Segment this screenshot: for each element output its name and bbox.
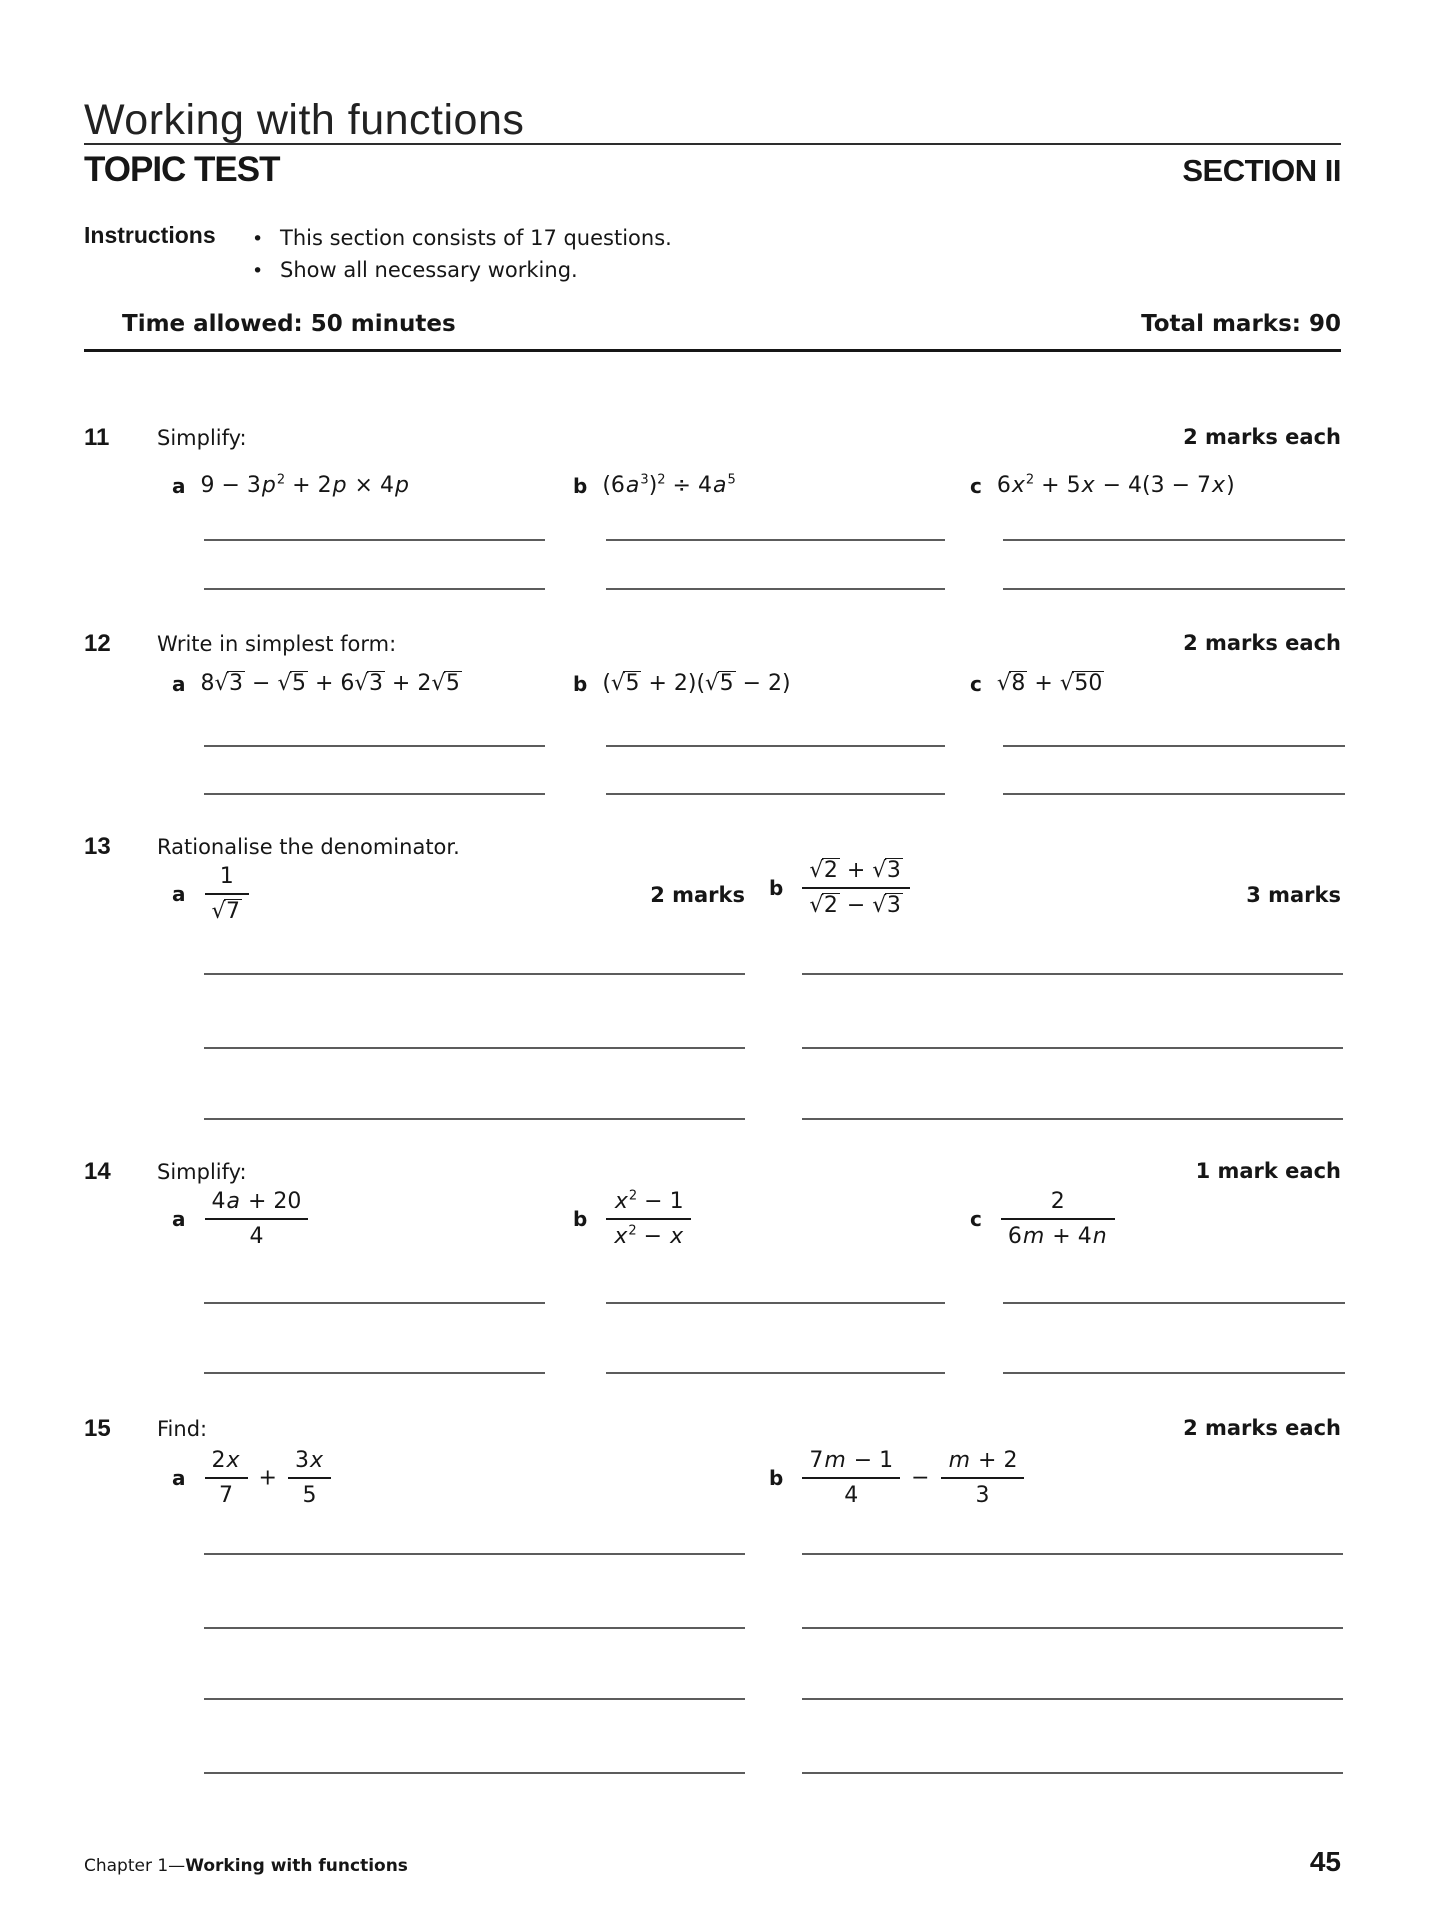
answer-line <box>606 745 945 747</box>
answer-line <box>1003 1372 1345 1374</box>
answer-line <box>802 1118 1343 1120</box>
instruction-item <box>252 255 672 287</box>
header-rule <box>84 349 1341 352</box>
page-number: 45 <box>1309 1846 1341 1877</box>
answer-line <box>1003 745 1345 747</box>
answer-line <box>204 539 545 541</box>
sqrt-radical: √ 2 <box>809 893 840 918</box>
answer-lines <box>84 424 1341 630</box>
part-expression: ( √ 5 + 2)( √ 5 − 2) <box>602 670 790 698</box>
total-marks: Total marks: 90 <box>1141 311 1341 337</box>
part-a: a $\frac{4a + 20}{4}$ <box>172 1188 312 1251</box>
answer-line <box>204 793 545 795</box>
question-prompt: Simplify: <box>157 426 247 450</box>
sqrt-radical: √ 2 <box>809 858 840 883</box>
fraction: $\frac{4a + 20}{4}$ <box>205 1188 309 1251</box>
answer-line <box>204 1047 745 1049</box>
footer-chapter-ref <box>84 1856 408 1876</box>
footer-chapter-title: Working with functions <box>185 1856 408 1876</box>
sqrt-radical: √ 50 <box>1060 671 1105 696</box>
footer-chapter-prefix: Chapter 1— <box>84 1856 186 1876</box>
answer-line <box>606 1372 945 1374</box>
question-marks: 2 marks each <box>1183 425 1341 449</box>
answer-line <box>204 1302 545 1304</box>
question-12 <box>84 630 1341 833</box>
part-c: c √ 8 + √ 50 <box>970 670 1104 698</box>
answer-lines <box>84 1158 1341 1415</box>
sqrt-radical: √ 5 <box>431 671 462 696</box>
answer-line <box>802 1627 1343 1629</box>
answer-line <box>1003 588 1345 590</box>
answer-line <box>204 1772 745 1774</box>
part-b: b √ 2 + √ 3 √ 2 − √ 3 <box>769 857 914 920</box>
answer-lines <box>84 833 1341 1158</box>
answer-line <box>204 973 745 975</box>
time-allowed: Time allowed: 50 minutes <box>122 311 456 337</box>
answer-line <box>606 539 945 541</box>
answer-line <box>204 1627 745 1629</box>
part-marks: 3 marks <box>1246 883 1341 907</box>
question-number: 14 <box>84 1158 111 1185</box>
question-marks: 2 marks each <box>1183 1416 1341 1440</box>
question-13 <box>84 833 1341 1158</box>
sqrt-radical: √ 3 <box>354 671 385 696</box>
answer-line <box>606 793 945 795</box>
instruction-text: Show all necessary working. <box>280 258 578 282</box>
instruction-text: This section consists of 17 questions. <box>280 226 672 250</box>
sqrt-radical: √ 5 <box>277 671 308 696</box>
answer-lines <box>84 630 1341 833</box>
question-marks: 1 mark each <box>1195 1159 1341 1183</box>
sqrt-radical: √ 8 <box>997 671 1028 696</box>
question-prompt: Write in simplest form: <box>157 632 397 656</box>
question-15 <box>84 1415 1341 1848</box>
part-expression: $(6a^3)^2 \div 4a^5$ <box>602 472 736 498</box>
question-marks: 2 marks each <box>1183 631 1341 655</box>
part-c: c $6x^2 + 5x - 4(3 - 7x)$ <box>970 472 1235 498</box>
part-expression: 8 √ 3 − √ 5 + 6 √ 3 + 2 √ 5 <box>201 670 462 698</box>
fraction: $\frac{7m - 1}{4}$ <box>802 1447 900 1510</box>
page-title: Working with functions <box>84 96 525 144</box>
answer-line <box>1003 793 1345 795</box>
bullet-icon: • <box>252 228 264 250</box>
fraction: √ 2 + √ 3 √ 2 − √ 3 <box>802 857 909 920</box>
fraction: $\frac{2x}{7}$ <box>205 1447 248 1510</box>
fraction: $\frac{m + 2}{3}$ <box>941 1447 1025 1510</box>
answer-line <box>204 1553 745 1555</box>
question-prompt: Simplify: <box>157 1160 247 1184</box>
answer-line <box>802 973 1343 975</box>
part-b: b ( √ 5 + 2)( √ 5 − 2) <box>573 670 791 698</box>
part-a: a $9 - 3p^2 + 2p \times 4p$ <box>172 472 409 498</box>
answer-lines <box>84 1415 1341 1848</box>
answer-line <box>606 1302 945 1304</box>
question-number: 12 <box>84 630 111 657</box>
part-a: a 1 √ 7 <box>172 863 253 926</box>
part-expression: $6x^2 + 5x - 4(3 - 7x)$ <box>996 472 1235 498</box>
part-marks: 2 marks <box>650 883 745 907</box>
answer-line <box>802 1772 1343 1774</box>
instruction-item <box>252 223 672 255</box>
answer-line <box>802 1698 1343 1700</box>
sqrt-radical: √ 5 <box>705 671 736 696</box>
fraction: $\frac{3x}{5}$ <box>288 1447 331 1510</box>
bullet-icon: • <box>252 260 264 282</box>
answer-line <box>204 1698 745 1700</box>
part-expression: $9 - 3p^2 + 2p \times 4p$ <box>200 472 409 498</box>
part-expression: √ 8 + √ 50 <box>997 670 1104 698</box>
answer-line <box>204 588 545 590</box>
sqrt-radical: √ 3 <box>872 858 903 883</box>
part-a: a $\frac{2x}{7}$ + $\frac{3x}{5}$ <box>172 1447 335 1510</box>
fraction: $\frac{x^2 - 1}{x^2 - x}$ <box>606 1188 691 1251</box>
topic-test-label: TOPIC TEST <box>84 150 280 189</box>
sqrt-radical: √ 5 <box>611 671 642 696</box>
sqrt-radical: √ 7 <box>212 899 243 924</box>
question-number: 15 <box>84 1415 111 1442</box>
question-prompt: Find: <box>157 1417 208 1441</box>
answer-line <box>204 1118 745 1120</box>
part-expression: $\frac{7m - 1}{4}$ − $\frac{m + 2}{3}$ <box>798 1447 1028 1510</box>
part-b: b $\frac{x^2 - 1}{x^2 - x}$ <box>573 1188 695 1251</box>
fraction: $\frac{2}{6m + 4n}$ <box>1001 1188 1115 1251</box>
question-14 <box>84 1158 1341 1415</box>
section-label: SECTION II <box>1182 153 1341 188</box>
part-b: b $(6a^3)^2 \div 4a^5$ <box>573 472 736 498</box>
part-c: c $\frac{2}{6m + 4n}$ <box>970 1188 1119 1251</box>
instructions-label: Instructions <box>84 222 216 248</box>
part-b: b $\frac{7m - 1}{4}$ − $\frac{m + 2}{3}$ <box>769 1447 1028 1510</box>
answer-line <box>606 588 945 590</box>
answer-line <box>204 745 545 747</box>
answer-line <box>1003 1302 1345 1304</box>
answer-line <box>802 1553 1343 1555</box>
question-number: 13 <box>84 833 111 860</box>
answer-line <box>1003 539 1345 541</box>
title-rule <box>84 143 1341 145</box>
fraction: 1 √ 7 <box>205 863 250 926</box>
sqrt-radical: √ 3 <box>872 893 903 918</box>
question-prompt: Rationalise the denominator. <box>157 835 460 859</box>
answer-line <box>204 1372 545 1374</box>
question-number: 11 <box>84 424 110 451</box>
part-a: a 8 √ 3 − √ 5 + 6 √ 3 + 2 √ 5 <box>172 670 462 698</box>
answer-line <box>802 1047 1343 1049</box>
question-11 <box>84 424 1341 630</box>
sqrt-radical: √ 3 <box>215 671 246 696</box>
part-expression: $\frac{2x}{7}$ + $\frac{3x}{5}$ <box>201 1447 335 1510</box>
